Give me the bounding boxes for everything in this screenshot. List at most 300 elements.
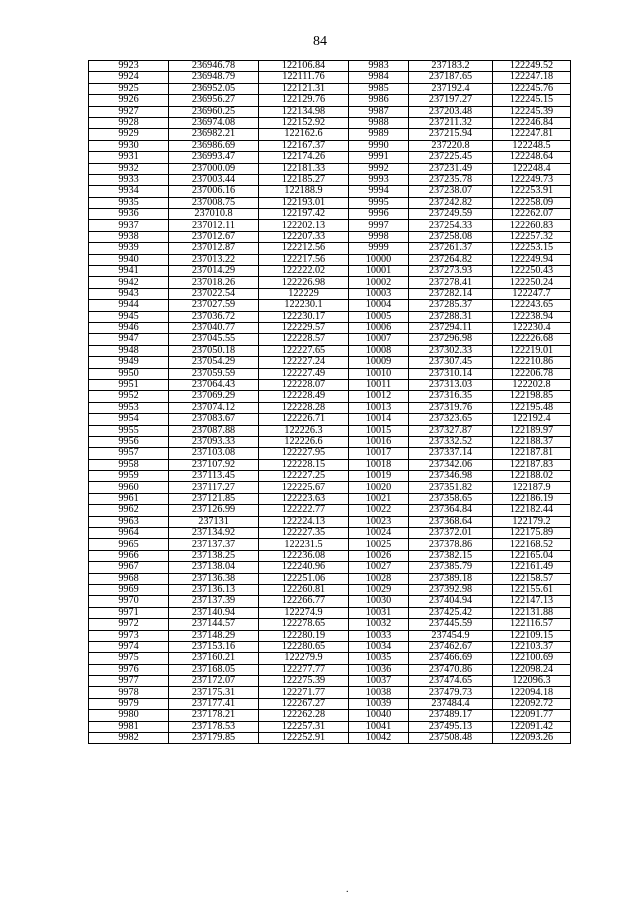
x-coordinate-left: 237050.18 — [169, 345, 259, 356]
y-coordinate-left: 122207.33 — [259, 231, 349, 242]
x-coordinate-right: 237238.07 — [409, 186, 493, 197]
y-coordinate-left: 122228.57 — [259, 334, 349, 345]
y-coordinate-left: 122152.92 — [259, 117, 349, 128]
table-row — [89, 698, 571, 709]
point-number-left: 9949 — [89, 357, 169, 368]
point-number-right: 9999 — [349, 243, 409, 254]
point-number-left: 9925 — [89, 83, 169, 94]
x-coordinate-left: 236993.47 — [169, 152, 259, 163]
point-number-right: 10000 — [349, 254, 409, 265]
point-number-right: 10031 — [349, 607, 409, 618]
y-coordinate-left: 122227.65 — [259, 345, 349, 356]
point-number-right: 10029 — [349, 584, 409, 595]
table-row — [89, 231, 571, 242]
y-coordinate-left: 122174.26 — [259, 152, 349, 163]
point-number-left: 9942 — [89, 277, 169, 288]
y-coordinate-left: 122129.76 — [259, 95, 349, 106]
x-coordinate-left: 237027.59 — [169, 300, 259, 311]
table-row — [89, 391, 571, 402]
x-coordinate-left: 237036.72 — [169, 311, 259, 322]
point-number-left: 9981 — [89, 721, 169, 732]
table-row — [89, 117, 571, 128]
y-coordinate-right: 122187.83 — [493, 459, 571, 470]
y-coordinate-left: 122236.08 — [259, 550, 349, 561]
x-coordinate-left: 237040.77 — [169, 322, 259, 333]
x-coordinate-right: 237225.45 — [409, 152, 493, 163]
point-number-left: 9926 — [89, 95, 169, 106]
y-coordinate-right: 122161.49 — [493, 562, 571, 573]
y-coordinate-right: 122155.61 — [493, 584, 571, 595]
x-coordinate-right: 237316.35 — [409, 391, 493, 402]
x-coordinate-right: 237285.37 — [409, 300, 493, 311]
point-number-right: 10004 — [349, 300, 409, 311]
table-row — [89, 345, 571, 356]
footer-mark: . — [346, 884, 349, 895]
point-number-right: 9996 — [349, 209, 409, 220]
x-coordinate-right: 237466.69 — [409, 653, 493, 664]
x-coordinate-right: 237258.08 — [409, 231, 493, 242]
table-row — [89, 357, 571, 368]
y-coordinate-right: 122243.65 — [493, 300, 571, 311]
y-coordinate-left: 122262.28 — [259, 710, 349, 721]
x-coordinate-left: 237069.29 — [169, 391, 259, 402]
y-coordinate-left: 122111.76 — [259, 72, 349, 83]
y-coordinate-left: 122229.57 — [259, 322, 349, 333]
point-number-right: 10007 — [349, 334, 409, 345]
y-coordinate-left: 122226.3 — [259, 425, 349, 436]
y-coordinate-left: 122197.42 — [259, 209, 349, 220]
y-coordinate-left: 122260.81 — [259, 584, 349, 595]
y-coordinate-left: 122188.9 — [259, 186, 349, 197]
y-coordinate-left: 122134.98 — [259, 106, 349, 117]
point-number-right: 10036 — [349, 664, 409, 675]
table-row — [89, 733, 571, 744]
y-coordinate-right: 122100.69 — [493, 653, 571, 664]
table-row — [89, 266, 571, 277]
x-coordinate-right: 237385.79 — [409, 562, 493, 573]
y-coordinate-right: 122238.94 — [493, 311, 571, 322]
point-number-left: 9977 — [89, 676, 169, 687]
table-row — [89, 368, 571, 379]
point-number-right: 9991 — [349, 152, 409, 163]
table-row — [89, 72, 571, 83]
point-number-right: 9992 — [349, 163, 409, 174]
y-coordinate-right: 122258.09 — [493, 197, 571, 208]
x-coordinate-left: 237103.08 — [169, 448, 259, 459]
point-number-right: 10022 — [349, 505, 409, 516]
table-row — [89, 528, 571, 539]
point-number-left: 9972 — [89, 619, 169, 630]
x-coordinate-right: 237489.17 — [409, 710, 493, 721]
x-coordinate-right: 237313.03 — [409, 379, 493, 390]
table-row — [89, 106, 571, 117]
y-coordinate-left: 122212.56 — [259, 243, 349, 254]
table-row — [89, 334, 571, 345]
x-coordinate-left: 237172.07 — [169, 676, 259, 687]
point-number-right: 10013 — [349, 402, 409, 413]
table-row — [89, 562, 571, 573]
y-coordinate-left: 122229 — [259, 288, 349, 299]
y-coordinate-right: 122091.77 — [493, 710, 571, 721]
y-coordinate-right: 122179.2 — [493, 516, 571, 527]
x-coordinate-left: 237008.75 — [169, 197, 259, 208]
point-number-left: 9927 — [89, 106, 169, 117]
x-coordinate-right: 237392.98 — [409, 584, 493, 595]
x-coordinate-right: 237203.48 — [409, 106, 493, 117]
x-coordinate-right: 237364.84 — [409, 505, 493, 516]
page-number: 84 — [313, 34, 327, 49]
y-coordinate-right: 122250.43 — [493, 266, 571, 277]
point-number-right: 10003 — [349, 288, 409, 299]
y-coordinate-left: 122162.6 — [259, 129, 349, 140]
point-number-right: 9995 — [349, 197, 409, 208]
point-number-left: 9968 — [89, 573, 169, 584]
x-coordinate-left: 237175.31 — [169, 687, 259, 698]
y-coordinate-left: 122121.31 — [259, 83, 349, 94]
table-row — [89, 630, 571, 641]
table-row — [89, 721, 571, 732]
x-coordinate-left: 237054.29 — [169, 357, 259, 368]
x-coordinate-right: 237404.94 — [409, 596, 493, 607]
x-coordinate-left: 236948.79 — [169, 72, 259, 83]
coordinates-table — [88, 60, 571, 744]
table-row — [89, 197, 571, 208]
x-coordinate-left: 237113.45 — [169, 471, 259, 482]
y-coordinate-left: 122275.39 — [259, 676, 349, 687]
table-row — [89, 482, 571, 493]
table-row — [89, 129, 571, 140]
x-coordinate-right: 237294.11 — [409, 322, 493, 333]
x-coordinate-right: 237484.4 — [409, 698, 493, 709]
point-number-right: 10014 — [349, 414, 409, 425]
x-coordinate-left: 237168.05 — [169, 664, 259, 675]
table-row — [89, 95, 571, 106]
point-number-right: 9994 — [349, 186, 409, 197]
point-number-left: 9982 — [89, 733, 169, 744]
table-row — [89, 152, 571, 163]
y-coordinate-right: 122248.64 — [493, 152, 571, 163]
x-coordinate-right: 237273.93 — [409, 266, 493, 277]
point-number-left: 9944 — [89, 300, 169, 311]
y-coordinate-left: 122274.9 — [259, 607, 349, 618]
table-row — [89, 687, 571, 698]
point-number-right: 9990 — [349, 140, 409, 151]
point-number-right: 9993 — [349, 174, 409, 185]
point-number-right: 10025 — [349, 539, 409, 550]
point-number-left: 9978 — [89, 687, 169, 698]
point-number-left: 9963 — [89, 516, 169, 527]
x-coordinate-right: 237211.32 — [409, 117, 493, 128]
point-number-left: 9975 — [89, 653, 169, 664]
point-number-right: 9989 — [349, 129, 409, 140]
y-coordinate-left: 122278.65 — [259, 619, 349, 630]
point-number-left: 9936 — [89, 209, 169, 220]
x-coordinate-right: 237508.48 — [409, 733, 493, 744]
x-coordinate-left: 237012.11 — [169, 220, 259, 231]
y-coordinate-left: 122280.19 — [259, 630, 349, 641]
table-row — [89, 300, 571, 311]
x-coordinate-left: 236982.21 — [169, 129, 259, 140]
y-coordinate-left: 122226.6 — [259, 436, 349, 447]
table-row — [89, 311, 571, 322]
x-coordinate-left: 236952.05 — [169, 83, 259, 94]
y-coordinate-right: 122168.52 — [493, 539, 571, 550]
point-number-right: 10038 — [349, 687, 409, 698]
table-row — [89, 471, 571, 482]
table-row — [89, 209, 571, 220]
y-coordinate-left: 122222.02 — [259, 266, 349, 277]
point-number-left: 9931 — [89, 152, 169, 163]
table-row — [89, 414, 571, 425]
y-coordinate-left: 122267.27 — [259, 698, 349, 709]
x-coordinate-right: 237288.31 — [409, 311, 493, 322]
table-row — [89, 254, 571, 265]
point-number-right: 10016 — [349, 436, 409, 447]
x-coordinate-left: 237136.38 — [169, 573, 259, 584]
point-number-right: 10039 — [349, 698, 409, 709]
y-coordinate-left: 122167.37 — [259, 140, 349, 151]
point-number-left: 9976 — [89, 664, 169, 675]
point-number-right: 10024 — [349, 528, 409, 539]
y-coordinate-right: 122189.97 — [493, 425, 571, 436]
x-coordinate-left: 236960.25 — [169, 106, 259, 117]
y-coordinate-right: 122202.8 — [493, 379, 571, 390]
y-coordinate-right: 122249.73 — [493, 174, 571, 185]
point-number-right: 10017 — [349, 448, 409, 459]
point-number-left: 9959 — [89, 471, 169, 482]
point-number-left: 9965 — [89, 539, 169, 550]
y-coordinate-right: 122188.37 — [493, 436, 571, 447]
point-number-right: 9983 — [349, 61, 409, 72]
y-coordinate-right: 122249.52 — [493, 61, 571, 72]
y-coordinate-left: 122230.1 — [259, 300, 349, 311]
y-coordinate-left: 122181.33 — [259, 163, 349, 174]
x-coordinate-left: 237022.54 — [169, 288, 259, 299]
table-row — [89, 710, 571, 721]
x-coordinate-left: 237012.87 — [169, 243, 259, 254]
x-coordinate-left: 237006.16 — [169, 186, 259, 197]
y-coordinate-left: 122106.84 — [259, 61, 349, 72]
point-number-right: 10033 — [349, 630, 409, 641]
point-number-right: 10009 — [349, 357, 409, 368]
y-coordinate-left: 122227.49 — [259, 368, 349, 379]
point-number-right: 10010 — [349, 368, 409, 379]
point-number-right: 10021 — [349, 493, 409, 504]
y-coordinate-left: 122202.13 — [259, 220, 349, 231]
y-coordinate-left: 122228.15 — [259, 459, 349, 470]
y-coordinate-right: 122158.57 — [493, 573, 571, 584]
table-row — [89, 676, 571, 687]
y-coordinate-right: 122187.81 — [493, 448, 571, 459]
y-coordinate-right: 122103.37 — [493, 641, 571, 652]
point-number-left: 9939 — [89, 243, 169, 254]
point-number-left: 9948 — [89, 345, 169, 356]
x-coordinate-left: 237134.92 — [169, 528, 259, 539]
x-coordinate-left: 237003.44 — [169, 174, 259, 185]
x-coordinate-left: 237178.53 — [169, 721, 259, 732]
y-coordinate-right: 122175.89 — [493, 528, 571, 539]
y-coordinate-left: 122279.9 — [259, 653, 349, 664]
point-number-left: 9951 — [89, 379, 169, 390]
y-coordinate-right: 122109.15 — [493, 630, 571, 641]
point-number-left: 9952 — [89, 391, 169, 402]
y-coordinate-right: 122116.57 — [493, 619, 571, 630]
y-coordinate-left: 122277.77 — [259, 664, 349, 675]
point-number-left: 9970 — [89, 596, 169, 607]
point-number-right: 10037 — [349, 676, 409, 687]
y-coordinate-left: 122251.06 — [259, 573, 349, 584]
x-coordinate-right: 237382.15 — [409, 550, 493, 561]
x-coordinate-right: 237495.13 — [409, 721, 493, 732]
y-coordinate-left: 122227.25 — [259, 471, 349, 482]
x-coordinate-left: 237000.09 — [169, 163, 259, 174]
point-number-left: 9947 — [89, 334, 169, 345]
x-coordinate-right: 237296.98 — [409, 334, 493, 345]
point-number-right: 10015 — [349, 425, 409, 436]
point-number-left: 9935 — [89, 197, 169, 208]
x-coordinate-right: 237242.82 — [409, 197, 493, 208]
x-coordinate-right: 237231.49 — [409, 163, 493, 174]
table-row — [89, 493, 571, 504]
y-coordinate-left: 122227.24 — [259, 357, 349, 368]
y-coordinate-right: 122257.32 — [493, 231, 571, 242]
point-number-left: 9937 — [89, 220, 169, 231]
x-coordinate-right: 237346.98 — [409, 471, 493, 482]
y-coordinate-right: 122245.76 — [493, 83, 571, 94]
point-number-left: 9923 — [89, 61, 169, 72]
x-coordinate-left: 237083.67 — [169, 414, 259, 425]
x-coordinate-left: 237013.22 — [169, 254, 259, 265]
table-row — [89, 516, 571, 527]
point-number-right: 9987 — [349, 106, 409, 117]
x-coordinate-left: 237126.99 — [169, 505, 259, 516]
x-coordinate-right: 237282.14 — [409, 288, 493, 299]
x-coordinate-left: 237144.57 — [169, 619, 259, 630]
table-row — [89, 641, 571, 652]
point-number-left: 9966 — [89, 550, 169, 561]
point-number-left: 9933 — [89, 174, 169, 185]
point-number-left: 9929 — [89, 129, 169, 140]
x-coordinate-right: 237192.4 — [409, 83, 493, 94]
table-row — [89, 436, 571, 447]
point-number-left: 9969 — [89, 584, 169, 595]
x-coordinate-left: 237117.27 — [169, 482, 259, 493]
x-coordinate-right: 237261.37 — [409, 243, 493, 254]
point-number-right: 9988 — [349, 117, 409, 128]
y-coordinate-right: 122198.85 — [493, 391, 571, 402]
y-coordinate-right: 122092.72 — [493, 698, 571, 709]
point-number-right: 10023 — [349, 516, 409, 527]
point-number-left: 9928 — [89, 117, 169, 128]
table-row — [89, 402, 571, 413]
table-row — [89, 448, 571, 459]
y-coordinate-right: 122247.7 — [493, 288, 571, 299]
point-number-right: 10040 — [349, 710, 409, 721]
x-coordinate-right: 237462.67 — [409, 641, 493, 652]
y-coordinate-left: 122227.95 — [259, 448, 349, 459]
x-coordinate-right: 237183.2 — [409, 61, 493, 72]
point-number-left: 9967 — [89, 562, 169, 573]
point-number-right: 9986 — [349, 95, 409, 106]
y-coordinate-left: 122226.98 — [259, 277, 349, 288]
y-coordinate-right: 122186.19 — [493, 493, 571, 504]
x-coordinate-right: 237372.01 — [409, 528, 493, 539]
x-coordinate-right: 237358.65 — [409, 493, 493, 504]
y-coordinate-right: 122245.39 — [493, 106, 571, 117]
point-number-right: 10030 — [349, 596, 409, 607]
point-number-left: 9955 — [89, 425, 169, 436]
x-coordinate-right: 237474.65 — [409, 676, 493, 687]
coordinates-table-body — [89, 61, 571, 744]
y-coordinate-right: 122192.4 — [493, 414, 571, 425]
table-row — [89, 186, 571, 197]
point-number-right: 10027 — [349, 562, 409, 573]
x-coordinate-left: 237121.85 — [169, 493, 259, 504]
y-coordinate-left: 122228.07 — [259, 379, 349, 390]
point-number-right: 10018 — [349, 459, 409, 470]
x-coordinate-left: 237137.37 — [169, 539, 259, 550]
x-coordinate-left: 237160.21 — [169, 653, 259, 664]
x-coordinate-right: 237215.94 — [409, 129, 493, 140]
table-row — [89, 277, 571, 288]
x-coordinate-right: 237479.73 — [409, 687, 493, 698]
x-coordinate-left: 237064.43 — [169, 379, 259, 390]
y-coordinate-right: 122131.88 — [493, 607, 571, 618]
y-coordinate-left: 122240.96 — [259, 562, 349, 573]
table-row — [89, 584, 571, 595]
point-number-left: 9980 — [89, 710, 169, 721]
y-coordinate-right: 122246.84 — [493, 117, 571, 128]
point-number-right: 9984 — [349, 72, 409, 83]
point-number-left: 9956 — [89, 436, 169, 447]
y-coordinate-right: 122187.9 — [493, 482, 571, 493]
y-coordinate-right: 122262.07 — [493, 209, 571, 220]
point-number-right: 9998 — [349, 231, 409, 242]
point-number-right: 10028 — [349, 573, 409, 584]
point-number-left: 9979 — [89, 698, 169, 709]
point-number-right: 10042 — [349, 733, 409, 744]
y-coordinate-left: 122266.77 — [259, 596, 349, 607]
y-coordinate-right: 122253.15 — [493, 243, 571, 254]
x-coordinate-left: 236986.69 — [169, 140, 259, 151]
x-coordinate-right: 237302.33 — [409, 345, 493, 356]
y-coordinate-right: 122096.3 — [493, 676, 571, 687]
x-coordinate-right: 237342.06 — [409, 459, 493, 470]
point-number-left: 9940 — [89, 254, 169, 265]
y-coordinate-left: 122228.28 — [259, 402, 349, 413]
y-coordinate-right: 122248.4 — [493, 163, 571, 174]
x-coordinate-right: 237368.64 — [409, 516, 493, 527]
point-number-right: 10032 — [349, 619, 409, 630]
table-row — [89, 425, 571, 436]
table-row — [89, 61, 571, 72]
y-coordinate-right: 122182.44 — [493, 505, 571, 516]
y-coordinate-left: 122222.77 — [259, 505, 349, 516]
point-number-left: 9932 — [89, 163, 169, 174]
point-number-left: 9924 — [89, 72, 169, 83]
y-coordinate-right: 122147.13 — [493, 596, 571, 607]
table-row — [89, 573, 571, 584]
point-number-right: 10006 — [349, 322, 409, 333]
table-row — [89, 174, 571, 185]
x-coordinate-right: 237323.65 — [409, 414, 493, 425]
x-coordinate-right: 237307.45 — [409, 357, 493, 368]
point-number-right: 10035 — [349, 653, 409, 664]
y-coordinate-right: 122248.5 — [493, 140, 571, 151]
y-coordinate-right: 122247.81 — [493, 129, 571, 140]
point-number-left: 9945 — [89, 311, 169, 322]
point-number-right: 10041 — [349, 721, 409, 732]
